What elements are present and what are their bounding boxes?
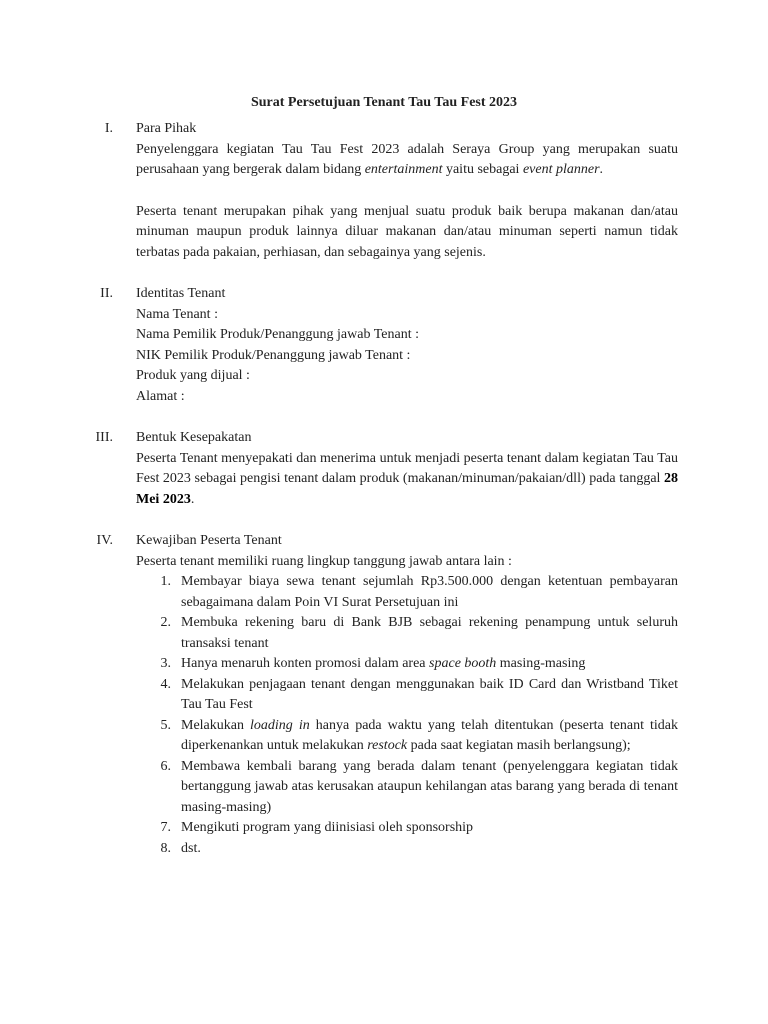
- paragraph-peserta-tenant: Peserta tenant merupakan pihak yang menjual suatu produk baik berupa makanan dan/atau minuman maupun produk lainnya diluar makanan dan/atau minuman seperti namun tidak terbatas pada pakaian, perhiasan, dan sebagainya yang sejenis.: [136, 203, 678, 260]
- list-item: 7. Mengikuti program yang diinisiasi oleh sponsorship: [160, 820, 474, 835]
- field-nik-pemilik: NIK Pemilik Produk/Penanggung jawab Tenant :: [136, 347, 411, 363]
- list-item: 5. Melakukan loading in hanya pada waktu yang telah ditentukan (peserta tenant tidak diperkenankan untuk melakukan restock pada saat kegiatan masih berlangsung);: [160, 717, 679, 753]
- list-item: 6. Membawa kembali barang yang berada dalam tenant (penyelenggara kegiatan tidak bertanggung jawab atas kerusakan ataupun kehilangan atas barang yang berada di tenant masing-masing): [160, 758, 678, 815]
- obligations-list: [136, 572, 678, 859]
- section-number: I.: [104, 121, 113, 136]
- list-item: 8. dst.: [160, 840, 201, 856]
- section-number: IV.: [96, 533, 113, 548]
- list-item: 2. Membuka rekening baru di Bank BJB sebagai rekening penampung untuk seluruh transaksi tenant: [160, 615, 678, 651]
- section-heading: Kewajiban Peserta Tenant: [136, 533, 282, 548]
- section-number: II.: [100, 286, 113, 301]
- field-produk: Produk yang dijual :: [136, 368, 250, 383]
- paragraph-kesepakatan: Peserta Tenant menyepakati dan menerima untuk menjadi peserta tenant dalam kegiatan Tau Tau Fest 2023 sebagai pengisi tenant dalam produk (makanan/minuman/pakaian/dll) pada tanggal 28 Mei 2023.: [136, 450, 678, 507]
- field-alamat: Alamat :: [136, 388, 185, 404]
- field-nama-tenant: Nama Tenant :: [136, 306, 218, 322]
- paragraph-penyelenggara: Penyelenggara kegiatan Tau Tau Fest 2023 adalah Seraya Group yang merupakan suatu perusahaan yang bergerak dalam bidang entertainment yaitu sebagai event planner.: [136, 141, 678, 177]
- agreement-date: 28 Mei 2023: [136, 471, 678, 507]
- document-title: Surat Persetujuan Tenant Tau Tau Fest 2023: [250, 95, 518, 110]
- section-heading: Para Pihak: [136, 121, 197, 136]
- obligations-intro: Peserta tenant memiliki ruang lingkup tanggung jawab antara lain :: [136, 553, 512, 569]
- section-heading: Identitas Tenant: [136, 286, 226, 301]
- list-item: 3. Hanya menaruh konten promosi dalam area space booth masing-masing: [160, 656, 586, 671]
- section-heading: Bentuk Kesepakatan: [136, 430, 252, 445]
- list-item: 4. Melakukan penjagaan tenant dengan menggunakan baik ID Card dan Wristband Tiket Tau Tau Fest: [160, 676, 678, 712]
- field-nama-pemilik: Nama Pemilik Produk/Penanggung jawab Tenant :: [136, 327, 419, 342]
- list-item: 1. Membayar biaya sewa tenant sejumlah Rp3.500.000 dengan ketentuan pembayaran sebagaimana dalam Poin VI Surat Persetujuan ini: [160, 574, 678, 610]
- section-number: III.: [95, 430, 113, 445]
